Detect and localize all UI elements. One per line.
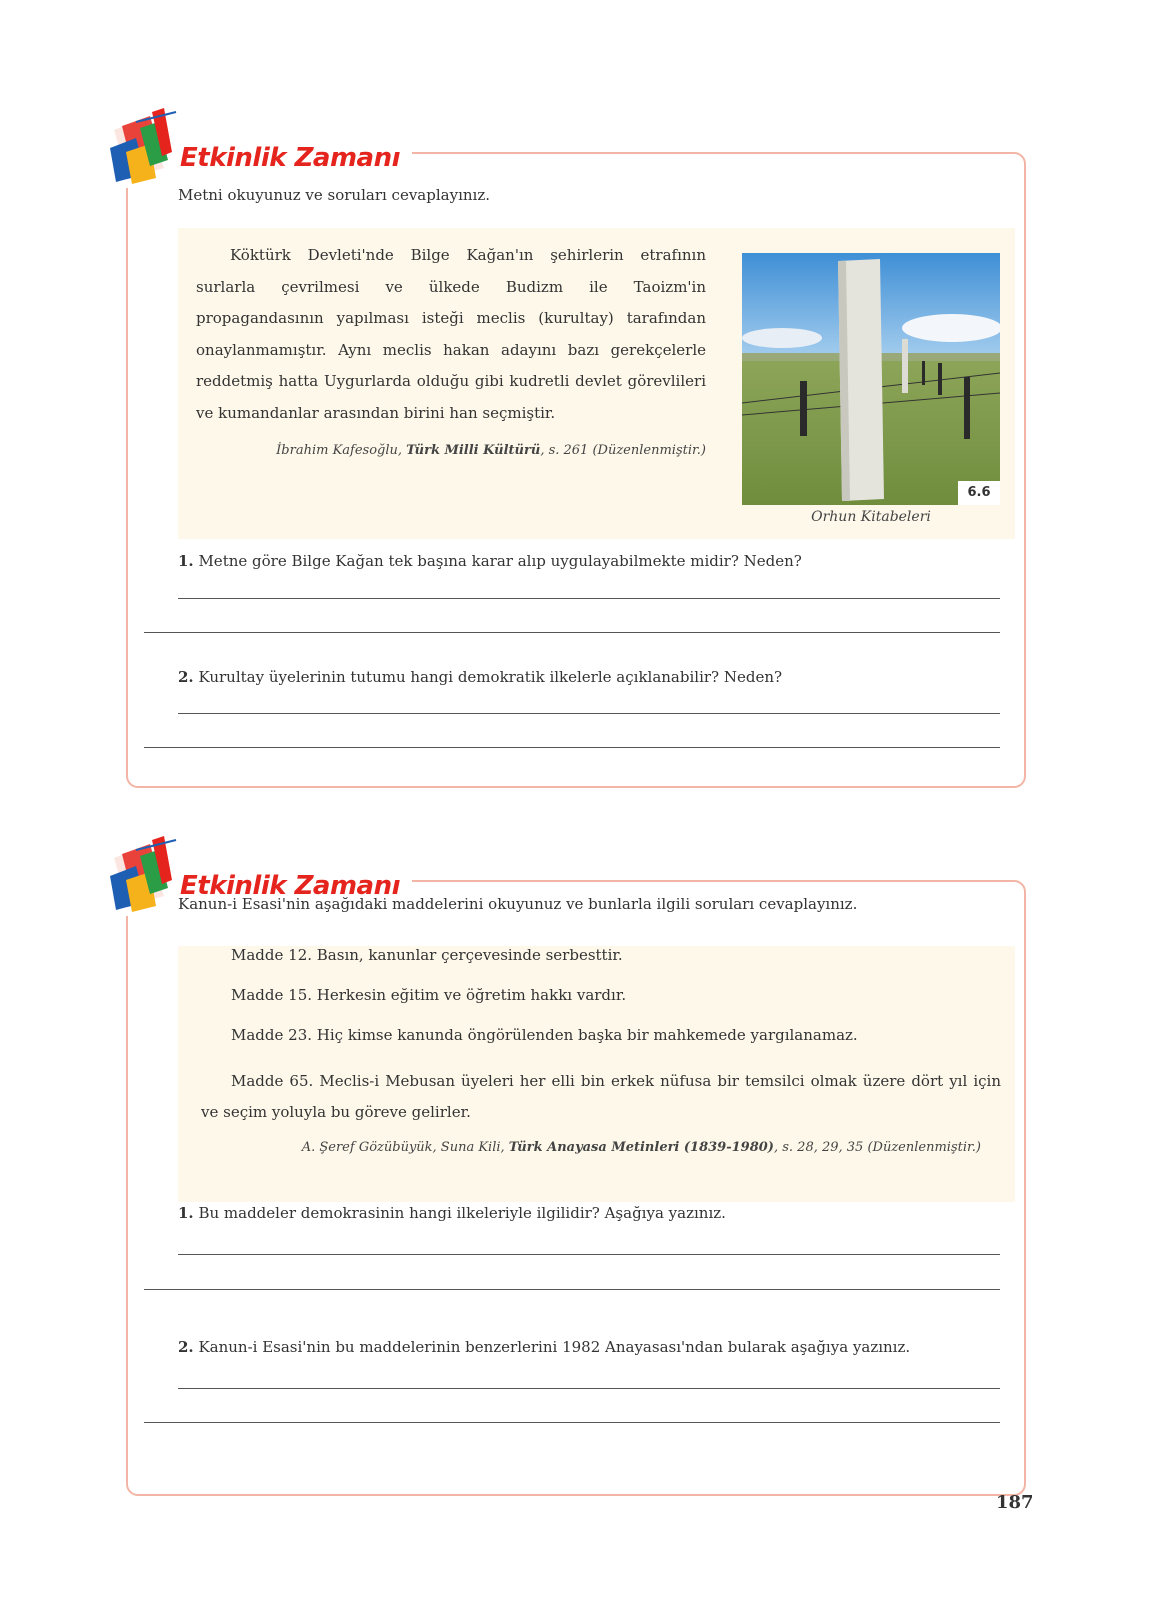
activity-2-instruction: Kanun-i Esasi'nin aşağıdaki maddelerini okuyunuz ve bunlarla ilgili soruları cevaplayınız.	[178, 895, 858, 913]
answer-line[interactable]	[178, 598, 1000, 599]
article-23: Madde 23. Hiç kimse kanunda öngörülenden başka bir mahkemede yargılanamaz.	[231, 1026, 858, 1044]
activity-2-source: A. Şeref Gözübüyük, Suna Kili, Türk Anayasa Metinleri (1839-1980), s. 28, 29, 35 (Düzenlenmiştir.)	[301, 1140, 981, 1155]
answer-line[interactable]	[144, 1289, 1000, 1290]
orhun-inscriptions-photo	[742, 253, 1000, 505]
answer-line[interactable]	[144, 747, 1000, 748]
answer-line[interactable]	[144, 632, 1000, 633]
article-15: Madde 15. Herkesin eğitim ve öğretim hakkı vardır.	[231, 986, 627, 1004]
activity-logo-icon	[106, 836, 182, 916]
answer-line[interactable]	[178, 1388, 1000, 1389]
activity-1-question-1: 1. Metne göre Bilge Kağan tek başına karar alıp uygulayabilmekte midir? Neden?	[178, 552, 802, 570]
activity-1-header	[106, 108, 412, 188]
activity-1-title: Etkinlik Zamanı	[180, 143, 401, 173]
activity-2-title: Etkinlik Zamanı	[180, 871, 401, 901]
activity-1-paragraph: Köktürk Devleti'nde Bilge Kağan'ın şehirlerin etrafının surlarla çevrilmesi ve ülkede Budizm ile Taoizm'in propagandasının yapılması isteği meclis (kurultay) tarafından onaylanmamıştır. Aynı meclis hakan adayını bazı gerekçelerle reddetmiş hatta Uygurlarda olduğu gibi kudretli devlet görevlileri ve kumandanlar arasından birini han seçmiştir.	[196, 246, 706, 422]
activity-2-question-2: 2. Kanun-i Esasi'nin bu maddelerinin benzerlerini 1982 Anayasası'ndan bularak aşağıya yazınız.	[178, 1338, 911, 1356]
answer-line[interactable]	[178, 713, 1000, 714]
activity-1-question-2: 2. Kurultay üyelerinin tutumu hangi demokratik ilkelerle açıklanabilir? Neden?	[178, 668, 783, 686]
answer-line[interactable]	[144, 1422, 1000, 1423]
page-number: 187	[996, 1492, 1034, 1513]
article-65: Madde 65. Meclis-i Mebusan üyeleri her elli bin erkek nüfusa bir temsilci olmak üzere dört yıl için ve seçim yoluyla bu göreve gelirler.	[201, 1072, 1001, 1121]
answer-line[interactable]	[178, 1254, 1000, 1255]
activity-logo-icon	[106, 108, 182, 188]
activity-1-instruction: Metni okuyunuz ve soruları cevaplayınız.	[178, 186, 490, 204]
article-12: Madde 12. Basın, kanunlar çerçevesinde serbesttir.	[231, 946, 623, 964]
activity-1-source: İbrahim Kafesoğlu, Türk Milli Kültürü, s. 261 (Düzenlenmiştir.)	[276, 443, 706, 458]
figure-caption: Orhun Kitabeleri	[811, 509, 931, 525]
activity-2-question-1: 1. Bu maddeler demokrasinin hangi ilkeleriyle ilgilidir? Aşağıya yazınız.	[178, 1204, 726, 1222]
figure-number: 6.6	[958, 481, 1000, 505]
